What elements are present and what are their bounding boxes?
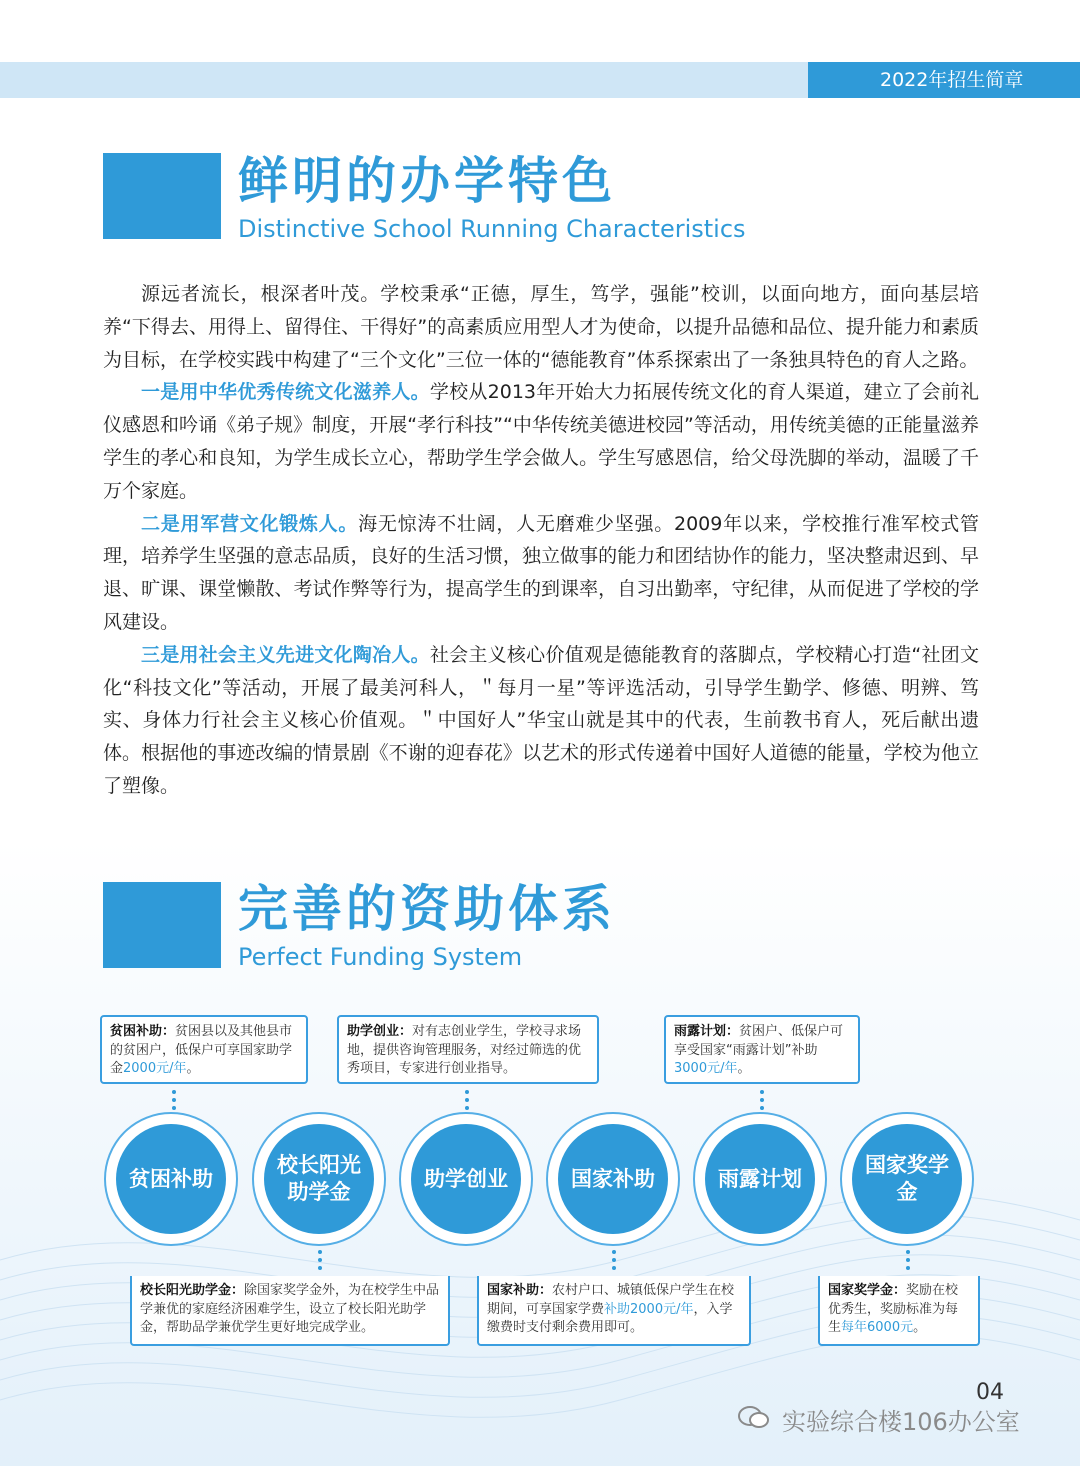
card-amount: 补助2000元/年 [604, 1301, 694, 1317]
card-label: 国家奖学金： [828, 1283, 907, 1298]
card-label: 校长阳光助学金： [140, 1283, 245, 1298]
intro-paragraph: 源远者流长，根深者叶茂。学校秉承“正德，厚生，笃学，强能”校训，以面向地方，面向基层培养“下得去、用得上、留得住、干得好”的高素质应用型人才为使命，以提升品德和品位、提升能力和素质为目标，在学校实践中构建了“三个文化”三位一体的“德能教育”体系探索出了一条独具特色的育人之路。 [103, 283, 979, 371]
card-text: 奖励在校优秀生，奖励标准为每生 [828, 1283, 959, 1335]
circle-startup-aid [399, 1112, 533, 1246]
circle-label: 校长阳光助学金 [264, 1124, 374, 1234]
card-text: 除国家奖学金外，为在校学生中品学兼优的家庭经济困难学生，设立了校长阳光助学金，帮助品学兼优学生更好地完成学业。 [140, 1283, 440, 1335]
card-amount: 每年6000元 [841, 1320, 914, 1335]
circle-poverty-aid [104, 1112, 238, 1246]
card-tail: 。 [913, 1320, 927, 1335]
header-band [0, 62, 808, 98]
section1-title-en: Distinctive School Running Characteristics [238, 215, 746, 243]
connector-dots [172, 1090, 176, 1114]
p3-body: 社会主义核心价值观是德能教育的落脚点，学校精心打造“社团文化“科技文化”等活动，开展了最美河科人，＂每月一星”等评选活动，引导学生勤学、修德、明辨、笃实、身体力行社会主义核心价值观。＂中国好人”华宝山就是其中的代表，生前教书育人，死后献出遗体。根据他的事迹改编的情景剧《不谢的迎春花》以艺术的形式传递着中国好人道德的能量，学校为他立了塑像。 [103, 643, 979, 797]
card-amount: 2000元/年 [123, 1061, 187, 1076]
section2-title-block [103, 882, 221, 968]
card-text-end: ，入学缴费时支付剩余费用即可。 [487, 1301, 733, 1335]
section2-title-cn: 完善的资助体系 [238, 880, 616, 938]
card-principal-grant [130, 1276, 450, 1346]
connector-dots [612, 1250, 616, 1274]
card-tail: 。 [186, 1061, 200, 1076]
paragraph-military-culture [103, 508, 979, 639]
card-label: 雨露计划： [674, 1024, 740, 1039]
section1-body [103, 278, 979, 803]
card-amount: 3000元/年 [674, 1061, 738, 1076]
card-label: 国家补助： [487, 1283, 553, 1298]
circle-label: 助学创业 [411, 1124, 521, 1234]
connector-dots [318, 1250, 322, 1274]
circle-label: 国家奖学金 [852, 1124, 962, 1234]
card-label: 助学创业： [347, 1024, 413, 1039]
wechat-icon [738, 1405, 770, 1431]
circle-label: 贫困补助 [116, 1124, 226, 1234]
watermark: 实验综合楼106办公室 [782, 1408, 1020, 1436]
p2-heading: 二是用军营文化锻炼人。 [141, 512, 359, 535]
circle-national-aid [546, 1112, 680, 1246]
circle-principal-grant [252, 1112, 386, 1246]
circle-label: 雨露计划 [705, 1124, 815, 1234]
p2-body: 海无惊涛不壮阔，人无磨难少坚强。2009年以来，学校推行准军校式管理，培养学生坚强的意志品质，良好的生活习惯，独立做事的能力和团结协作的能力，坚决整肃迟到、早退、旷课、课堂懒散、考试作弊等行为，提高学生的到课率，自习出勤率，守纪律，从而促进了学校的学风建设。 [103, 512, 979, 633]
connector-dots [465, 1090, 469, 1114]
page-number: 04 [976, 1380, 1004, 1405]
card-text: 农村户口、城镇低保户学生在校期间，可享国家学费 [487, 1283, 735, 1317]
card-national-aid [477, 1276, 751, 1346]
circle-national-scholarship [840, 1112, 974, 1246]
p1-body: 学校从2013年开始大力拓展传统文化的育人渠道，建立了会前礼仪感恩和吟诵《弟子规》制度，开展“孝行科技”“中华传统美德进校园”等活动，用传统美德的正能量滋养学生的孝心和良知，为学生成长立心，帮助学生学会做人。学生写感恩信，给父母洗脚的举动，温暖了千万个家庭。 [103, 381, 979, 502]
section2-title-en: Perfect Funding System [238, 943, 523, 971]
circle-label: 国家补助 [558, 1124, 668, 1234]
paragraph-traditional-culture [103, 376, 979, 507]
paragraph-socialist-culture [103, 639, 979, 803]
card-label: 贫困补助： [110, 1024, 176, 1039]
card-tail: 。 [737, 1061, 751, 1076]
connector-dots [760, 1090, 764, 1114]
card-text: 贫困县以及其他县市的贫困户，低保户可享国家助学金 [110, 1024, 293, 1076]
card-poverty-aid [100, 1015, 308, 1084]
card-text: 对有志创业学生，学校寻求场地，提供咨询管理服务，对经过筛选的优秀项目，专家进行创业指导。 [347, 1024, 582, 1076]
circle-rain-plan [693, 1112, 827, 1246]
section1-title-block [103, 153, 221, 239]
p1-heading: 一是用中华优秀传统文化滋养人。 [141, 381, 430, 404]
card-national-scholarship [818, 1276, 980, 1346]
card-text: 贫困户、低保户可享受国家“雨露计划”补助 [674, 1024, 844, 1058]
connector-dots [906, 1250, 910, 1274]
p3-heading: 三是用社会主义先进文化陶冶人。 [141, 643, 430, 666]
section1-title-cn: 鲜明的办学特色 [238, 152, 616, 210]
card-rain-plan [664, 1015, 860, 1084]
card-startup-aid [337, 1015, 599, 1084]
brochure-title: 2022年招生简章 [808, 62, 1080, 98]
